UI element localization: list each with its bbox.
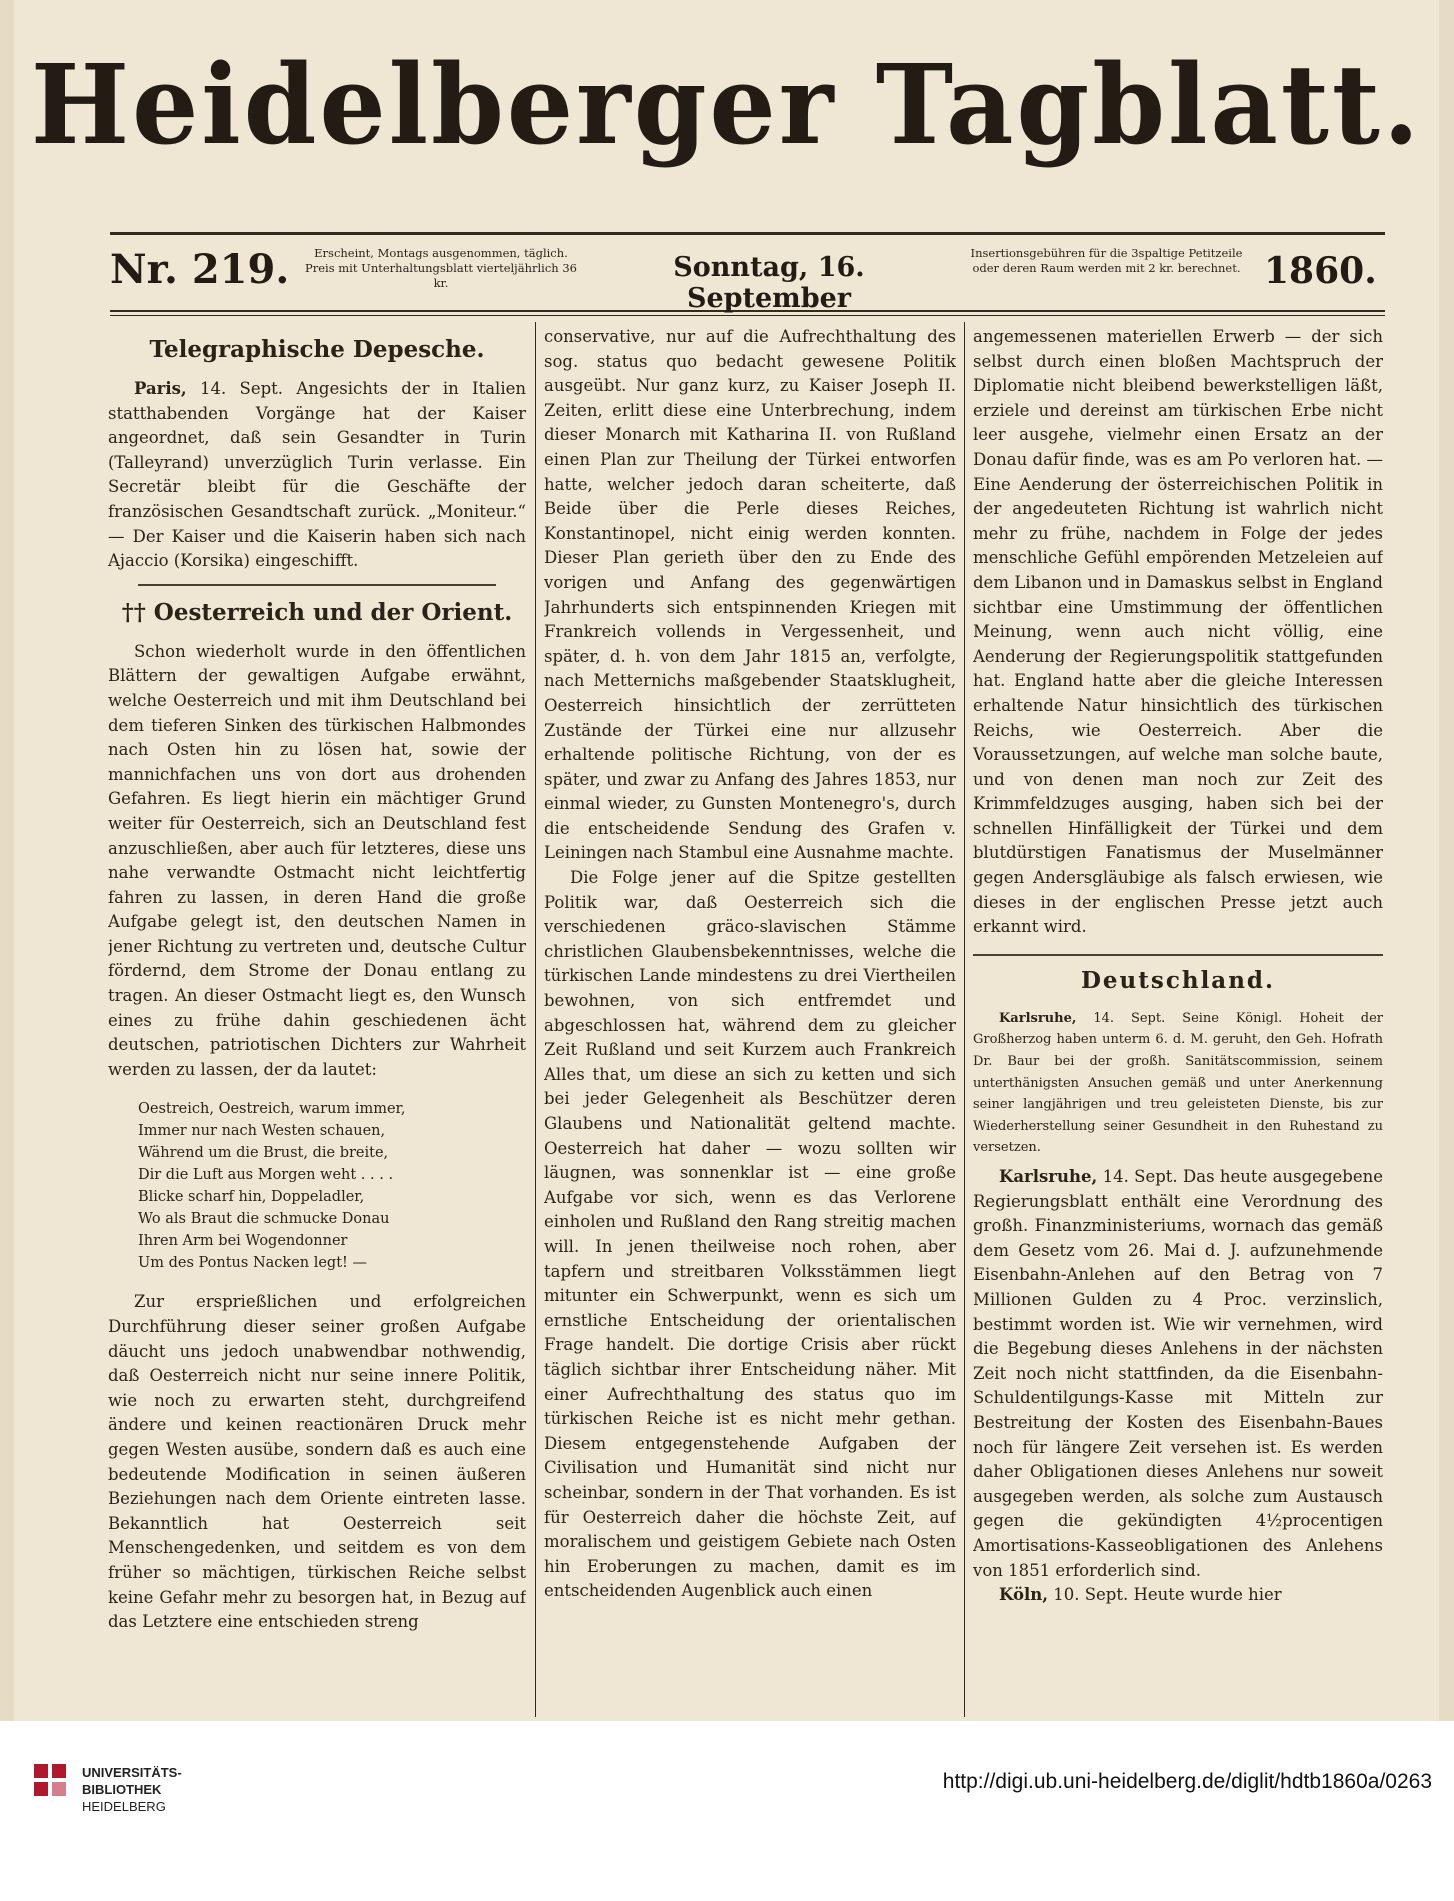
article-heading-orient: †† Oesterreich und der Orient. bbox=[121, 598, 513, 626]
column-2 bbox=[544, 325, 956, 1710]
article-paragraph: angemessenen materiellen Erwerb — der sich selbst durch einen bloßen Machtspruch der Diplomatie nicht bleibend bewerkstelligen läßt, erziele und dereinst am türkischen Erbe nicht leer ausgehe, vielmehr einen Ersatz an der Donau dafür finde, was es am Po verloren hat. — Eine Aenderung der österreichischen Politik in der angedeuteten Richtung ist wahrlich nicht mehr zu frühe, nachdem in Folge der jedes menschliche Gefühl empörenden Metzeleien auf dem Libanon und in Damaskus selbst in England sichtbar eine Umstimmung der öffentlichen Meinung, wenn auch nicht völlig, eine Aenderung der Regierungspolitik stattgefunden hat. England hatte aber die gleiche Interessen erhaltende Natur hinsichtlich des türkischen Reichs, wie Oesterreich. Aber die Voraussetzungen, auf welche man solche baute, und von denen man noch zur Zeit des Krimmfeldzuges ausging, haben sich bei der schnellen Hinfälligkeit der Türkei und dem blutdürstigen Fanatismus der Muselmänner gegen Andersgläubige als falsch erwiesen, wie dieses in der englischen Presse jetzt auch erkannt wird. bbox=[973, 327, 1383, 937]
issue-number: Nr. 219. bbox=[110, 246, 290, 293]
article-paragraph: Die Folge jener auf die Spitze gestellten Politik war, daß Oesterreich sich die verschiedenen gräco-slavischen Stämme christlichen Glaubensbekenntnisses, welche die türkischen Lande mindestens zu drei Viertheilen bewohnen, von sich entfremdet und abgeschlossen hat, während dem zu gleicher Zeit Rußland und seit Kurzem auch Frankreich Alles that, um diese an sich zu ketten und sich bei jeder Gelegenheit als Beschützer deren Glaubens und Nationalität geltend machte. Oesterreich hat daher — wozu sollten wir läugnen, was sonnenklar ist — eine große Aufgabe vor sich, wenn es das Verlorene einholen und Rußland den Rang streitig machen will. In jenen theilweise noch rohen, aber tapfern und streitbaren Volksstämmen liegt mitunter ein Schwerpunkt, wenn es sich um ernstliche Entscheidung der orientalischen Frage handelt. Die dortige Crisis aber rückt täglich sichtbar ihrer Entscheidung näher. Mit einer Aufrechthaltung des status quo im türkischen Reiche ist es nicht mehr gethan. Diesem entgegenstehende Aufgaben der Civilisation und Humanität sind nicht nur scheinbar, sondern in der That vorhanden. Es ist für Oesterreich daher die höchste Zeit, auf moralischem und geistigem Gebiete nach Osten hin Eroberungen zu machen, damit es im entscheidenden Augenblick auch einen bbox=[544, 868, 956, 1601]
news-item: Köln, 10. Sept. Heute wurde hier bbox=[999, 1585, 1282, 1605]
place-name: Karlsruhe, bbox=[999, 1010, 1077, 1026]
issue-date: Sonntag, 16. September bbox=[673, 252, 865, 314]
library-name-line: BIBLIOTHEK bbox=[82, 1782, 162, 1797]
place-name: Karlsruhe, bbox=[999, 1167, 1098, 1186]
article-separator bbox=[138, 584, 496, 586]
telegram-paragraph: Paris, 14. Sept. Angesichts der in Italien statthabenden Vorgänge hat der Kaiser angeordnet, daß sein Gesandter in Turin (Talleyrand) unverzüglich Turin verlasse. Ein Secretär bleibt für die Geschäfte der französischen Gesandtschaft zurück. „Moniteur.“ — Der Kaiser und die Kaiserin haben sich nach Ajaccio (Korsika) eingeschifft. bbox=[108, 379, 526, 571]
viewer-footer bbox=[0, 1721, 1454, 1901]
header-rule-thin bbox=[110, 315, 1385, 316]
article-paragraph: Zur ersprießlichen und erfolgreichen Durchführung dieser seiner großen Aufgabe däucht uns jedoch unabwendbar nothwendig, daß Oesterreich nicht nur seine innere Politik, wie noch zu erwarten steht, durchgreifend ändere und keinen reactionären Druck mehr gegen Westen ausübe, sondern daß es auch eine bedeutende Modification in seinen äußeren Beziehungen nach dem Oriente eintreten lasse. Bekanntlich hat Oesterreich seit Menschengedenken, und seitdem es von dem früher so mächtigen, türkischen Reiche selbst keine Gefahr mehr zu besorgen hat, in Bezug auf das Letztere eine entschieden streng bbox=[108, 1292, 526, 1632]
column-divider-2 bbox=[964, 322, 965, 1717]
library-logo-icon bbox=[30, 1762, 74, 1806]
library-name bbox=[82, 1764, 182, 1815]
poem-line: Während um die Brust, die breite, bbox=[138, 1145, 389, 1162]
poem-line: Ihren Arm bei Wogendonner bbox=[138, 1233, 348, 1250]
article-paragraph: Schon wiederholt wurde in den öffentlichen Blättern der gewaltigen Aufgabe erwähnt, welche Oesterreich und mit ihm Deutschland bei dem tieferen Sinken des türkischen Halbmondes nach Osten hin zu lösen hat, sowie der mannichfachen uns von dort aus drohenden Gefahren. Es liegt hierin ein mächtiger Grund weiter für Oesterreich, sich an Deutschland fest anzuschließen, aber auch für letzteres, diese uns nahe verwandte Ostmacht nicht leichtfertig fahren zu lassen, in deren Hand die große Aufgabe gelegt ist, den deutschen Namen in jener Richtung zu vertreten und, deutsche Cultur fördernd, dem Strome der Donau entlang zu tragen. An dieser Ostmacht liegt es, den Wunsch eines zu frühe dahin geschiedenen ächt deutschen, patriotischen Dichters zur Wahrheit werden zu lassen, der da lautet: bbox=[108, 641, 526, 1079]
poem-line: Um des Pontus Nacken legt! — bbox=[138, 1255, 367, 1272]
place-name: Köln, bbox=[999, 1585, 1048, 1605]
issue-year: 1860. bbox=[1264, 250, 1377, 292]
subscription-info: Erscheint, Montags ausgenommen, täglich. Preis mit Unterhaltungsblatt vierteljährlich 36 kr. bbox=[305, 246, 577, 290]
poem-line: Dir die Luft aus Morgen weht . . . . bbox=[138, 1167, 394, 1184]
section-heading-deutschland: Deutschland. bbox=[1080, 966, 1276, 994]
poem-line: Wo als Braut die schmucke Donau bbox=[138, 1211, 390, 1228]
news-item: Karlsruhe, 14. Sept. Das heute ausgegebene Regierungsblatt enthält eine Verordnung des großh. Finanzministeriums, wornach das gemäß dem Gesetz vom 26. Mai d. J. aufzunehmende Eisenbahn-Anlehen auf den Betrag von 7 Millionen Gulden zu 4 Proc. verzinslich, bestimmt worden ist. Wie wir vernehmen, wird die Begebung dieses Anlehens in der nächsten Zeit noch nicht stattfinden, da die Eisenbahn-Schuldentilgungs-Kasse mit Mitteln zur Bestreitung der Kosten des Eisenbahn-Baues noch für längere Zeit versehen ist. Es werden daher Obligationen dieses Anlehens nur soweit ausgegeben werden, als solche zum Austausch gegen die gekündigten 4½procentigen Amortisations-Kasseobligationen des Anlehens von 1851 erforderlich sind. bbox=[973, 1167, 1383, 1580]
library-name-line: HEIDELBERG bbox=[82, 1799, 166, 1814]
library-name-line: UNIVERSITÄTS- bbox=[82, 1765, 182, 1780]
poem-line: Blicke scharf hin, Doppeladler, bbox=[138, 1189, 365, 1206]
news-item: Karlsruhe, 14. Sept. Seine Königl. Hoheit der Großherzog haben unterm 6. d. M. geruht, den Geh. Hofrath Dr. Baur bei der großh. Sanitätscommission, seinem unterthänigsten Ansuchen gemäß und unter Anerkennung seiner langjährigen und treu geleisteten Dienste, bis zur Wiederherstellung seiner Gesundheit in den Ruhestand zu versetzen. bbox=[973, 1010, 1383, 1156]
permalink-url[interactable]: http://digi.ub.uni-heidelberg.de/diglit/hdtb1860a/0263 bbox=[942, 1770, 1432, 1793]
poem-line: Immer nur nach Westen schauen, bbox=[138, 1123, 386, 1140]
section-separator bbox=[973, 954, 1383, 956]
place-name: Paris, bbox=[134, 379, 187, 398]
telegram-heading: Telegraphische Depesche. bbox=[149, 336, 485, 363]
column-1 bbox=[108, 325, 526, 1710]
masthead-rule bbox=[110, 232, 1385, 235]
poem-line: Oestreich, Oestreich, warum immer, bbox=[138, 1101, 406, 1118]
masthead-title: Heidelberger Tagblatt. bbox=[30, 39, 1423, 170]
advertising-info: Insertionsgebühren für die 3spaltige Petitzeile oder deren Raum werden mit 2 kr. berechnet. bbox=[970, 246, 1243, 275]
column-3 bbox=[973, 325, 1383, 1710]
column-divider-1 bbox=[535, 322, 536, 1717]
poem bbox=[138, 1098, 526, 1274]
newspaper-page bbox=[14, 0, 1439, 1721]
article-paragraph: conservative, nur auf die Aufrechthaltung des sog. status quo bedacht gewesene Politik ausgeübt. Nur ganz kurz, zu Kaiser Joseph II. Zeiten, erlitt diese eine Unterbrechung, indem dieser Monarch mit Katharina II. von Rußland einen Plan zur Theilung der Türkei entworfen hatte, welcher jedoch daran scheiterte, daß Beide über die Perle dieses Reiches, Konstantinopel, nicht einig werden konnten. Dieser Plan gerieth über den zu Ende des vorigen und Anfang des gegenwärtigen Jahrhunderts sich entspinnenden Kriegen mit Frankreich vollends in Vergessenheit, und später, d. h. von dem Jahr 1815 an, verfolgte, nach Metternichs maßgebender Staatsklugheit, Oesterreich hinsichtlich der zerrütteten Zustände der Türkei eine nur allzusehr erhaltende politische Richtung, von der es später, und zwar zu Anfang des Jahres 1853, nur einmal wieder, zu Gunsten Montenegro's, durch die entscheidende Sendung des Grafen v. Leiningen nach Stambul eine Ausnahme machte. bbox=[544, 327, 956, 863]
